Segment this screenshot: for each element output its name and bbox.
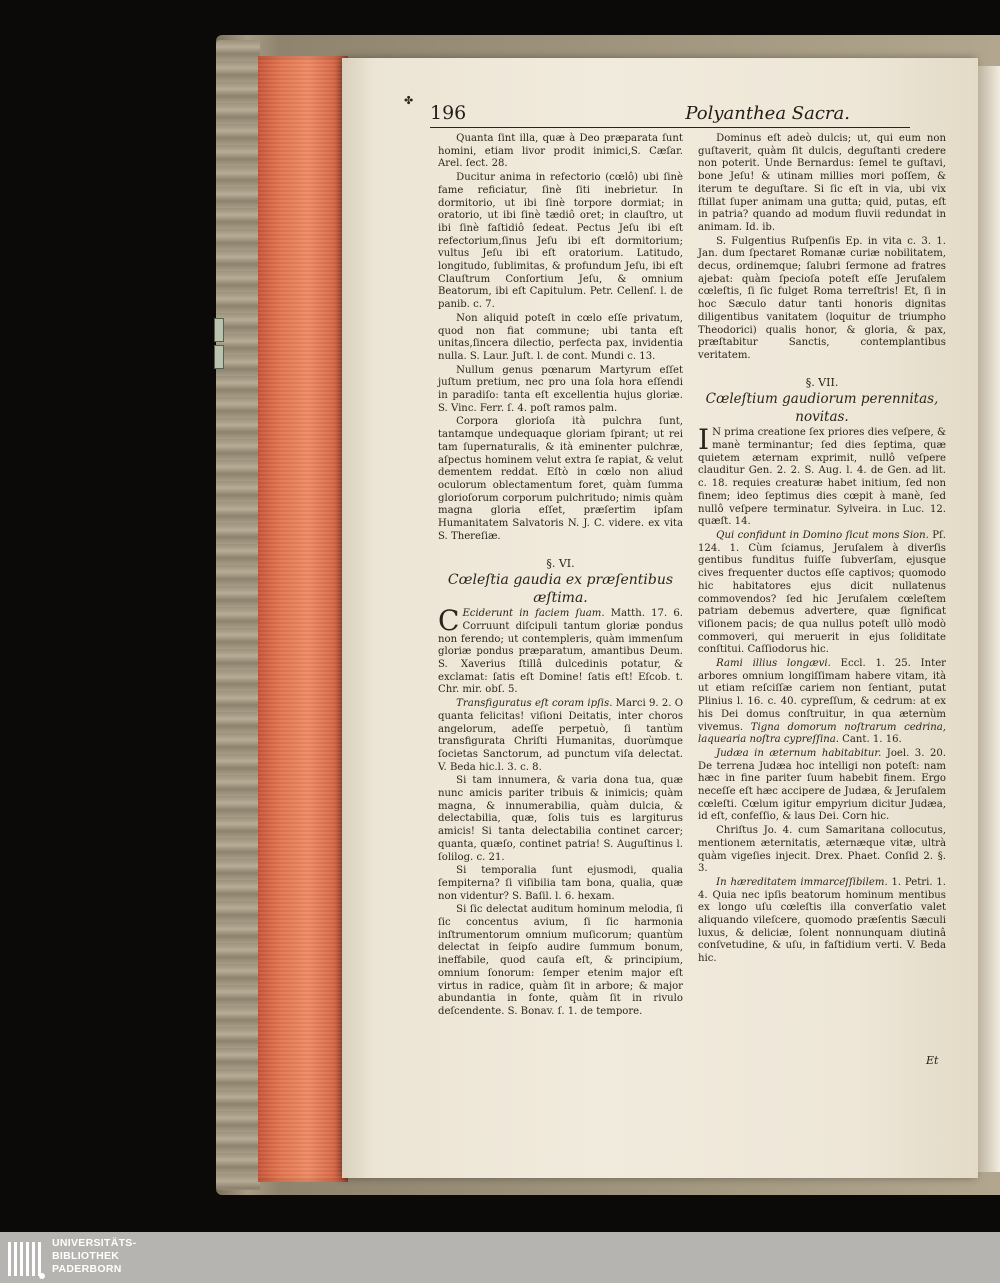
paragraph: Dominus eſt adeò dulcis; ut, qui eum non guſtaverit, quàm ſit dulcis, deguſtanti credere non poterit. Unde Bernardus: ſemel te guſtavi, bone Jeſu! & utinam millies mori poſſem, & iterum te deguſtare. Si ſic eſt in via, ubi vix ſtillat ſuper animam una gutta; quid, putas, eſt in patria? quando ad modum fluvii redundat in animam. Id. ib. (698, 133, 946, 233)
section-title (438, 571, 683, 607)
footer-bar (0, 1232, 1000, 1283)
scripture-quote: Judæa in æternum habitabitur. (716, 747, 882, 759)
paragraph: Si temporalia ſunt ejusmodi, qualia ſempiterna? ſi viſibilia tam bona, qualia, quæ non videntur? S. Baſil. l. 6. hexam. (438, 865, 683, 902)
paragraph-text: Pſ. 124. 1. Cùm ſciamus, Jeruſalem à diverſis gentibus funditus fuiſſe ſubverſam, ejusque cives frequenter ductos eſſe captivos; quomodo hic habitatores ejus dicit nullatenus commovendos? ſed hic Jeruſalem cœleſtem patriam debemus advertere, quæ ſignificat viſionem pacis; de qua nullus poteſt ullò modò commoveri, qui meruerit in ejus ſoliditate conſtitui. Caſſiodorus hic. (698, 529, 946, 656)
scripture-quote: Rami illius longævi. (716, 658, 831, 670)
paragraph: Corpora glorioſa ità pulchra ſunt, tantamque undequaque gloriam ſpirant; ut rei tam ſupernaturalis, & ità eminenter pulchræ, aſpectus hominem velut extra ſe rapiat, & velut dementem reddat. Eſtò in cœlo non aliud oculorum oblectamentum foret, quàm ſumma glorioſorum corporum pulchritudo; nimis quàm magna gloria eſſet, præſertim ipſam Humanitatem Salvatoris N. J. C. videre. ex vita S. Thereſiæ. (438, 416, 683, 542)
logo-line: PADERBORN (52, 1263, 122, 1275)
paragraph-text: Eccl. 1. 25. Inter arbores omnium longiſſimam habere vitam, ità ut etiam reſciſſæ cariem non ſentiant, putat Plinius l. 16. c. 40. cypreſſum, & cedrum: at ex his Dei domus conſtruitur, in qua æternùm vivemus. (698, 658, 946, 733)
paragraph: Nullum genus pœnarum Martyrum eſſet juſtum pretium, nec pro una ſola hora eſſendi in paradiſo: tanta eſt excellentia hujus gloriæ. S. Vinc. Ferr. ſ. 4. poſt ramos palm. (438, 364, 683, 414)
catchword: Et (926, 1054, 939, 1067)
paragraph (438, 698, 683, 774)
paragraph: Chriſtus Jo. 4. cum Samaritana collocutus, mentionem æternitatis, æternæque vitæ, ultrà quàm vigeſies injecit. Drex. Phaet. Conſid 2. §. 3. (698, 825, 946, 875)
paragraph-text: Cant. 1. 16. (838, 734, 902, 746)
paragraph-text: N prima creatione ſex priores dies veſpere, & manè terminantur; ſed dies ſeptima, quæ quietem æternam exprimit, nullô veſpere clauditur Gen. 2. 2. S. Aug. l. 4. de Gen. ad lit. c. 18. requies creaturæ habet initium, ſed non finem; ideo ſeptimus dies cœpit à manè, ſed nullô veſpere terminatur. Sylveira. in Luc. 12. quæſt. 14. (698, 427, 946, 528)
right-column (698, 133, 946, 967)
paragraph: S. Fulgentius Ruſpenſis Ep. in vita c. 3. 1. Jan. dum ſpectaret Romanæ curiæ nobilitatem, decus, ordinemque; ſalubri ſermone ad fratres ajebat: quàm ſpecioſa poteſt eſſe Jeruſalem cœleſtis, ſi ſic fulget Roma terreſtris! Et, ſi in hoc Sæculo datur tanti honoris dignitas diligentibus vanitatem (loquitur de triumpho Theodorici) qualis honor, & gloria, & pax, præſtabitur Sanctis, contemplantibus veritatem. (698, 235, 946, 361)
library-logo-text (52, 1237, 136, 1276)
running-head (430, 100, 910, 128)
scripture-quote: Eciderunt in faciem ſuam. (462, 608, 605, 620)
section-title-line: æſtima. (533, 590, 588, 607)
page-number: 196 (430, 102, 467, 124)
logo-line: UNIVERSITÄTS- (52, 1237, 137, 1249)
paragraph-text: Matth. 17. 6. Corruunt diſcipuli tantum gloriæ pondus non ferendo; ut contempleris, quàm immenſum gloriæ pondus præparatum, amantibus Deum. S. Xaverius ſtillâ dulcedinis potatur, & exclamat: ſatis eſt Domine! ſatis eſt! Eſcob. t. Chr. mir. obſ. 5. (438, 608, 683, 696)
paragraph-text: Joel. 3. 20. De terrena Judæa hoc intelligi non poteſt: nam hæc in fine pariter ſuum habebit finem. Ergo neceſſe eſt hæc accipere de Judæa, & Jeruſalem cœleſti. Cœlum igitur empyrium dicitur Judæa, id eſt, confeſſio, & laus Dei. Corn hic. (698, 747, 946, 823)
ornament-mark: ✤ (404, 94, 414, 107)
paragraph: Non aliquid poteſt in cœlo eſſe privatum, quod non fiat commune; ubi tanta eſt unitas,ſincera dilectio, perfecta pax, invidentia nulla. S. Laur. Juſt. l. de cont. Mundi c. 13. (438, 312, 683, 362)
paragraph (698, 877, 946, 966)
next-page-strip (978, 66, 1000, 1172)
paragraph (698, 530, 946, 657)
paragraph (698, 748, 946, 824)
section-title-line: novitas. (795, 409, 849, 426)
drop-cap: C (438, 604, 460, 638)
logo-line: BIBLIOTHEK (52, 1250, 120, 1262)
paragraph (698, 423, 946, 529)
paragraph: Si tam innumera, & varia dona tua, quæ nunc amicis pariter tribuis & inimicis; quàm magna, & innumerabilia, quàm dulcia, & delectabilia, quæ, ſolis tuis es largiturus amicis! Si tanta delectabilia continet carcer; quanta, quæſo, continet patria! S. Auguſtinus l. ſolilog. c. 21. (438, 775, 683, 863)
section-title-line: Cœleſtia gaudia ex præſentibus (447, 572, 674, 589)
paragraph: Ducitur anima in refectorio (cœlô) ubi ſinè fame reficiatur, ſinè ſiti inebrietur. In dormitorio, ut ibi ſinè torpore dormiat; in oratorio, ut ibi ſinè tædiô oret; in clauſtro, ut ibi ſinè faſtidiô ſedeat. Pectus Jeſu ibi eſt refectorium,ſinus Jeſu ibi eſt dormitorium; vultus Jeſu ibi eſt oratorium. Latitudo, longitudo, ſublimitas, & profundum Jeſu, ibi eſt Clauſtrum Conſortium Jeſu, & omnium Beatorum, ibi eſt Capitulum. Petr. Cellenſ. l. de panib. c. 7. (438, 172, 683, 311)
running-title: Polyanthea Sacra. (685, 103, 850, 124)
scripture-quote: Tigna domorum noſtrarum cedrina, laquearia noſtra cypreſſina. (698, 721, 946, 746)
section-title (698, 390, 946, 426)
section-title-line: Cœleſtium gaudiorum perennitas, (705, 391, 939, 408)
scripture-quote: In hæreditatem immarceſſibilem. (716, 876, 888, 888)
section-number: §. VII. (805, 375, 839, 389)
library-logo-icon (6, 1236, 46, 1280)
board-edge (216, 40, 260, 1190)
scripture-quote: Transfiguratus eſt coram ipſis. (456, 698, 613, 710)
paragraph-text: Marci 9. 2. O quanta felicitas! viſioni Deitatis, inter choros angelorum, adeſſe perpetuò, ſi tantùm transfigurata Chriſti Humanitas, duorùmque ſocietas Sanctorum, ad punctum viſa delectat. V. Beda hic.l. 3. c. 8. (438, 698, 683, 773)
paragraph: Quanta ſint illa, quæ à Deo præparata ſunt homini, etiam livor prodit inimici,S. Cæſar. Arel. ſect. 28. (438, 133, 683, 170)
clasp-lower (214, 345, 224, 369)
paragraph (698, 658, 946, 747)
red-fore-edge (258, 56, 348, 1182)
clasp-upper (214, 318, 224, 342)
section-number: §. VI. (546, 556, 575, 570)
scripture-quote: Qui confidunt in Domino ſicut mons Sion. (716, 529, 929, 541)
left-column (438, 133, 683, 1020)
paragraph (438, 604, 683, 697)
paragraph-text: 1. Petri. 1. 4. Quia nec ipſis beatorum hominum mentibus ex longo uſu cœleſtis illa converſatio valet aliquando vileſcere, quomodo præſentis Sæculi luxus, & deliciæ, ſolent nonnunquam diutinâ conſvetudine, & uſu, in faſtidium verti. V. Beda hic. (698, 876, 946, 965)
drop-cap: I (698, 423, 710, 457)
paragraph: Si ſic delectat auditum hominum melodia, ſi ſic concentus avium, ſi ſic harmonia inſtrumentorum omnium muſicorum; quantùm delectat in ſeipſo audire ſummum bonum, ineffabile, quod cauſa eſt, & principium, omnium ſonorum: ſemper etenim major eſt virtus in radice, quàm ſit in arbore; & major abundantia in fonte, quàm ſit in rivulo deſcendente. S. Bonav. ſ. 1. de tempore. (438, 904, 683, 1017)
